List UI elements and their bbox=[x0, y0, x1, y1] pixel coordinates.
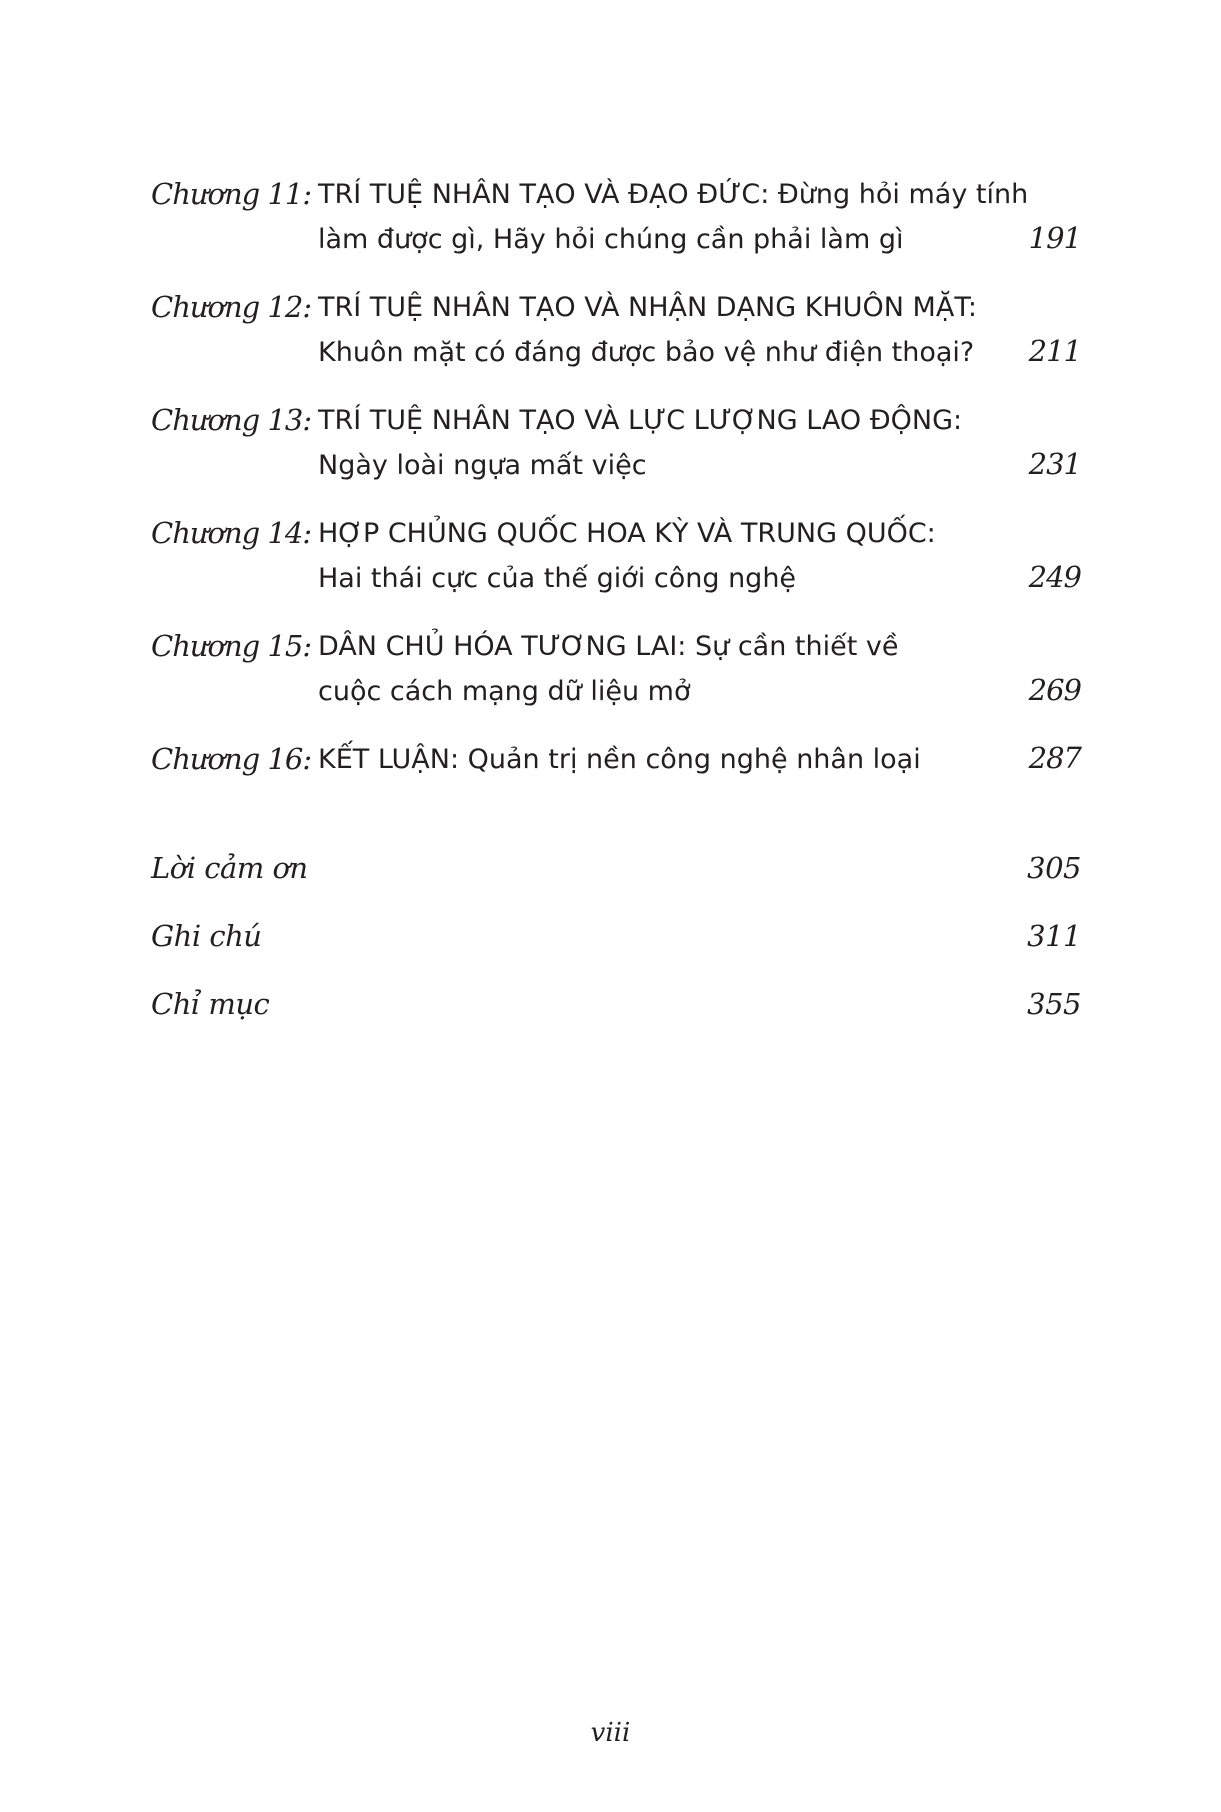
page-number: 305 bbox=[1027, 851, 1081, 885]
chapter-title-block bbox=[318, 172, 1081, 262]
chapter-title-block bbox=[318, 624, 1081, 714]
chapter-title-last-line bbox=[318, 443, 1081, 488]
toc-entry-chapter-14[interactable] bbox=[151, 511, 1081, 601]
entry-label: Lời cảm ơn bbox=[151, 851, 308, 885]
entry-label: Chỉ mục bbox=[151, 987, 270, 1021]
toc-entry-acknowledgements[interactable] bbox=[151, 846, 1081, 914]
page-number: 211 bbox=[1028, 334, 1081, 368]
toc-entry-chapter-12[interactable] bbox=[151, 285, 1081, 375]
toc-entry-chapter-13[interactable] bbox=[151, 398, 1081, 488]
page-number: 355 bbox=[1027, 987, 1081, 1021]
entry-label: Ghi chú bbox=[151, 919, 262, 953]
chapter-title-line: TRÍ TUỆ NHÂN TẠO VÀ NHẬN DẠNG KHUÔN MẶT: bbox=[318, 292, 977, 323]
chapter-title-line: Ngày loài ngựa mất việc bbox=[318, 450, 647, 481]
chapter-title-line: cuộc cách mạng dữ liệu mở bbox=[318, 676, 691, 707]
chapter-title-last-line bbox=[318, 217, 1081, 262]
chapter-title-line: TRÍ TUỆ NHÂN TẠO VÀ ĐẠO ĐỨC: Đừng hỏi máy tính bbox=[318, 179, 1029, 210]
folio-page-number: viii bbox=[590, 1718, 631, 1748]
chapter-label: Chương 11: bbox=[151, 177, 312, 211]
chapter-title-line: TRÍ TUỆ NHÂN TẠO VÀ LỰC LƯỢNG LAO ĐỘNG: bbox=[318, 405, 963, 436]
chapter-label: Chương 13: bbox=[151, 403, 312, 437]
toc-entry-index[interactable] bbox=[151, 982, 1081, 1050]
chapter-label: Chương 12: bbox=[151, 290, 312, 324]
chapter-title-last-line bbox=[318, 737, 1081, 782]
page-number: 231 bbox=[1028, 447, 1081, 481]
chapter-title-line: DÂN CHỦ HÓA TƯƠNG LAI: Sự cần thiết về bbox=[318, 631, 899, 662]
chapter-title-last-line bbox=[318, 556, 1081, 601]
chapter-title-line: làm được gì, Hãy hỏi chúng cần phải làm gì bbox=[318, 224, 904, 255]
page-number: 191 bbox=[1028, 221, 1081, 255]
chapter-list bbox=[151, 172, 1081, 805]
chapter-title-line: Hai thái cực của thế giới công nghệ bbox=[318, 563, 797, 594]
chapter-title-line: HỢP CHỦNG QUỐC HOA KỲ VÀ TRUNG QUỐC: bbox=[318, 518, 936, 549]
chapter-label: Chương 15: bbox=[151, 629, 312, 663]
chapter-title-last-line bbox=[318, 330, 1081, 375]
chapter-title-line: KẾT LUẬN: Quản trị nền công nghệ nhân loại bbox=[318, 744, 921, 775]
chapter-title-block bbox=[318, 737, 1081, 782]
page-number: 269 bbox=[1028, 673, 1081, 707]
toc-entry-chapter-15[interactable] bbox=[151, 624, 1081, 714]
backmatter-list bbox=[151, 846, 1081, 1050]
chapter-title-last-line bbox=[318, 669, 1081, 714]
toc-entry-chapter-11[interactable] bbox=[151, 172, 1081, 262]
chapter-title-line: Khuôn mặt có đáng được bảo vệ như điện thoại? bbox=[318, 337, 975, 368]
chapter-label: Chương 14: bbox=[151, 516, 312, 550]
toc-entry-chapter-16[interactable] bbox=[151, 737, 1081, 782]
chapter-title-block bbox=[318, 511, 1081, 601]
page-number: 249 bbox=[1028, 560, 1081, 594]
chapter-title-block bbox=[318, 398, 1081, 488]
page-number: 287 bbox=[1028, 741, 1081, 775]
chapter-title-block bbox=[318, 285, 1081, 375]
chapter-label: Chương 16: bbox=[151, 742, 312, 776]
toc-entry-notes[interactable] bbox=[151, 914, 1081, 982]
page-number: 311 bbox=[1027, 919, 1081, 953]
